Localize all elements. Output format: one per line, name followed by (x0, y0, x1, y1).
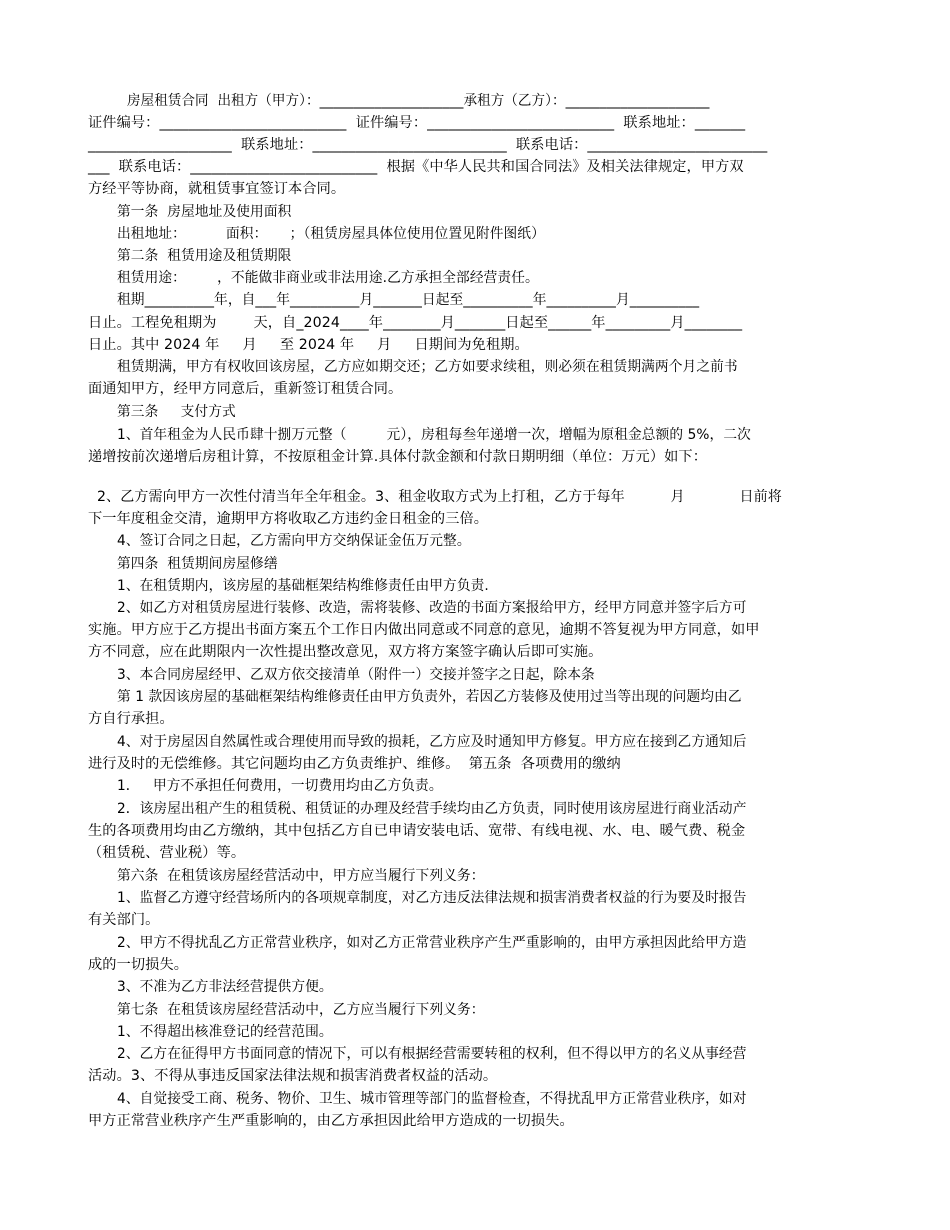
contract-title-line: 房屋租赁合同 出租方（甲方）：_____________________承租方（乙方）：_____________________ (127, 93, 710, 109)
paragraph-line: 租赁用途： ，不能做非商业或非法用途.乙方承担全部经营责任。 (117, 270, 539, 286)
article-heading: 第四条 租赁期间房屋修缮 (117, 556, 278, 572)
paragraph-line: 租期__________年，自___年__________月_______日起至__________年__________月__________ (117, 292, 700, 308)
paragraph-line: 出租地址： 面积： ；（租赁房屋具体位使用位置见附件图纸） (117, 226, 545, 242)
paragraph-line: 4、自觉接受工商、税务、物价、卫生、城市管理等部门的监督检查，不得扰乱甲方正常营业秩序，如对 (117, 1091, 747, 1107)
paragraph-line: 生的各项费用均由乙方缴纳，其中包括乙方自已申请安装电话、宽带、有线电视、水、电、暖气费、税金 (88, 823, 746, 839)
paragraph-line: 1、首年租金为人民币肆十捌万元整（ 元），房租每叁年递增一次，增幅为原租金总额的 5%，二次 (117, 427, 751, 443)
paragraph-line: 日止。工程免租期为 天，自_2024____年________月_______日起至______年_________月________ (88, 315, 743, 331)
paragraph-line: ____________________ 联系地址：___________________________ 联系电话：_________________________ (88, 137, 768, 153)
paragraph-line: 进行及时的无偿维修。其它问题均由乙方负责维护、维修。 第五条 各项费用的缴纳 (88, 756, 621, 772)
paragraph-line: （租赁税、营业税）等。 (88, 845, 246, 861)
paragraph-line: 2．该房屋出租产生的租赁税、租赁证的办理及经营手续均由乙方负责，同时使用该房屋进行商业活动产 (117, 801, 747, 817)
paragraph-line: 有关部门。 (88, 912, 160, 928)
paragraph-line: 1、不得超出核准登记的经营范围。 (117, 1024, 333, 1040)
paragraph-line: 1、监督乙方遵守经营场所内的各项规章制度，对乙方违反法律法规和损害消费者权益的行为要及时报告 (117, 890, 747, 906)
paragraph-line: 3、本合同房屋经甲、乙双方依交接清单（附件一）交接并签字之日起，除本条 (117, 667, 595, 683)
paragraph-line: 1、在租赁期内，该房屋的基础框架结构维修责任由甲方负责. (117, 578, 489, 594)
paragraph-line: 2、如乙方对租赁房屋进行装修、改造，需将装修、改造的书面方案报给甲方，经甲方同意并签字后方可 (117, 600, 747, 616)
paragraph-line: 成的一切损失。 (88, 957, 189, 973)
paragraph-line: 4、对于房屋因自然属性或合理使用而导致的损耗，乙方应及时通知甲方修复。甲方应在接到乙方通知后 (117, 734, 747, 750)
paragraph-line: 3、不准为乙方非法经营提供方便。 (117, 979, 333, 995)
paragraph-line: ___ 联系电话：__________________________ 根据《中华人民共和国合同法》及相关法律规定，甲方双 (88, 159, 744, 175)
paragraph-line: 租赁期满，甲方有权收回该房屋，乙方应如期交还；乙方如要求续租，则必须在租赁期满两个月之前书 (117, 359, 738, 375)
paragraph-line: 实施。甲方应于乙方提出书面方案五个工作日内做出同意或不同意的意见，逾期不答复视为甲方同意，如甲 (88, 622, 760, 638)
paragraph-line: 第 1 款因该房屋的基础框架结构维修责任由甲方负责外，若因乙方装修及使用过当等出现的问题均由乙 (117, 689, 742, 705)
article-heading: 第二条 租赁用途及租赁期限 (117, 248, 292, 264)
paragraph-line: 下一年度租金交清，逾期甲方将收取乙方违约金日租金的三倍。 (88, 511, 489, 527)
paragraph-line: 活动。3、不得从事违反国家法律法规和损害消费者权益的活动。 (88, 1068, 498, 1084)
article-heading: 第七条 在租赁该房屋经营活动中，乙方应当履行下列义务： (117, 1002, 485, 1018)
paragraph-line: 方自行承担。 (88, 711, 174, 727)
paragraph-line: 1． 甲方不承担任何费用，一切费用均由乙方负责。 (117, 778, 443, 794)
paragraph-line: 甲方正常营业秩序产生严重影响的，由乙方承担因此给甲方造成的一切损失。 (88, 1113, 574, 1129)
paragraph-line: 方不同意，应在此期限内一次性提出整改意见，双方将方案签字确认后即可实施。 (88, 644, 603, 660)
paragraph-line: 2、甲方不得扰乱乙方正常营业秩序，如对乙方正常营业秩序产生严重影响的，由甲方承担因此给甲方造 (117, 935, 747, 951)
paragraph-line: 2、乙方需向甲方一次性付清当年全年租金。3、租金收取方式为上打租，乙方于每年 月 日前将 (97, 489, 782, 505)
paragraph-line: 递增按前次递增后房租计算，不按原租金计算.具体付款金额和付款日期明细（单位：万元）如下： (88, 449, 707, 465)
paragraph-line: 方经平等协商，就租赁事宜签订本合同。 (88, 181, 346, 197)
paragraph-line: 证件编号：__________________________ 证件编号：__________________________ 联系地址：_______ (88, 115, 746, 131)
paragraph-line: 日止。其中 2024 年 月 至 2024 年 月 日期间为免租期。 (88, 337, 529, 353)
paragraph-line: 4、签订合同之日起，乙方需向甲方交纳保证金伍万元整。 (117, 533, 471, 549)
paragraph-line: 面通知甲方，经甲方同意后，重新签订租赁合同。 (88, 381, 403, 397)
paragraph-line: 2、乙方在征得甲方书面同意的情况下，可以有根据经营需要转租的权利，但不得以甲方的名义从事经营 (117, 1046, 747, 1062)
article-heading: 第六条 在租赁该房屋经营活动中，甲方应当履行下列义务： (117, 868, 485, 884)
article-heading: 第三条 支付方式 (117, 404, 236, 420)
article-heading: 第一条 房屋地址及使用面积 (117, 204, 292, 220)
